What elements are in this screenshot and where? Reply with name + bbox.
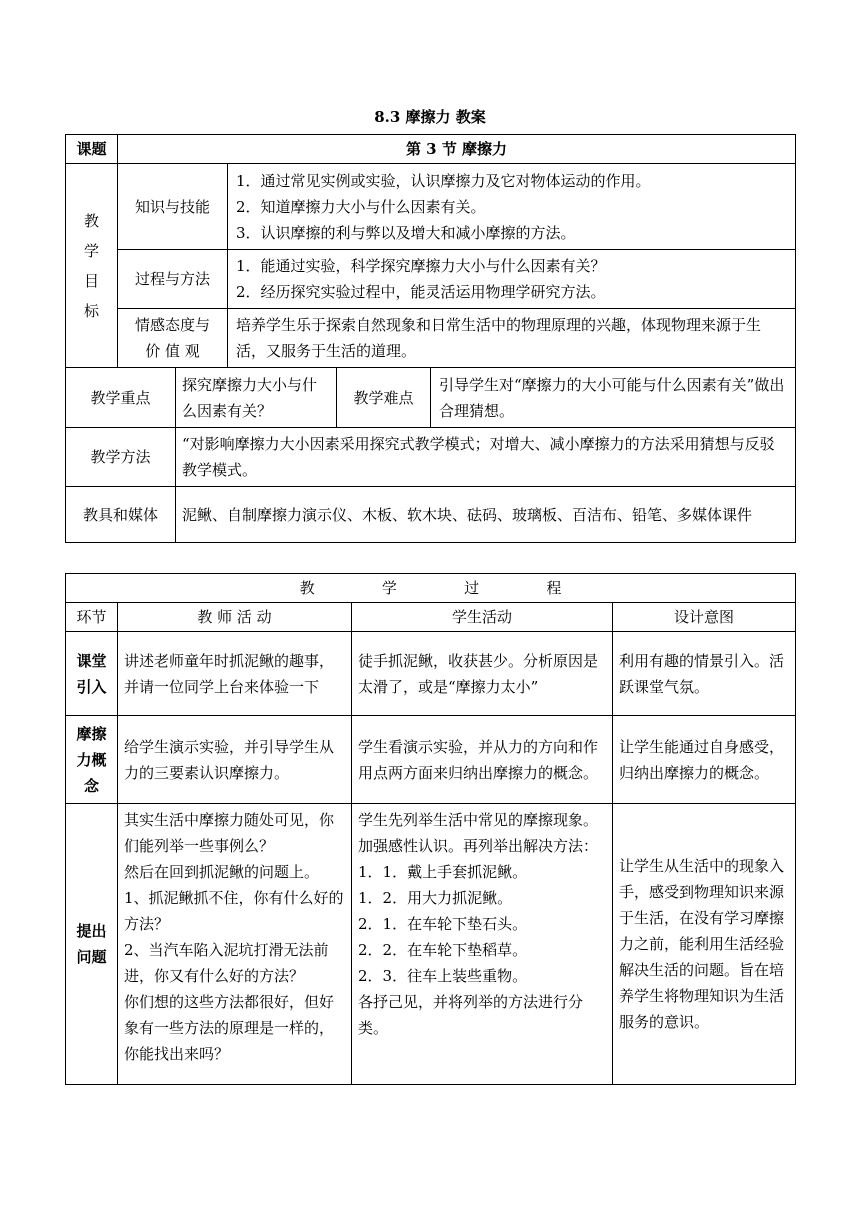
stage-cell: 提出 问题 bbox=[66, 804, 118, 1085]
teacher-activity: 讲述老师童年时抓泥鳅的趣事，并请一位同学上台来体验一下 bbox=[118, 632, 352, 716]
column-header-stage: 环节 bbox=[66, 603, 118, 632]
column-header-teacher: 教 师 活 动 bbox=[118, 603, 352, 632]
process-items: 1．能通过实验，科学探究摩擦力大小与什么因素有关？ 2．经历探究实验过程中，能灵活运用物理学研究方法。 bbox=[228, 250, 796, 309]
key-point-value: 探究摩擦力大小与什么因素有关？ bbox=[176, 368, 337, 428]
teacher-activity: 给学生演示实验，并引导学生从力的三要素认识摩擦力。 bbox=[118, 716, 352, 804]
tools-value: 泥鳅、自制摩擦力演示仪、木板、软木块、砝码、玻璃板、百洁布、铅笔、多媒体课件 bbox=[176, 487, 796, 543]
column-header-intent: 设计意图 bbox=[613, 603, 796, 632]
stage-cell: 摩擦 力概 念 bbox=[66, 716, 118, 804]
document-title: 8.3 摩擦力 教案 bbox=[374, 108, 486, 126]
student-activity: 徒手抓泥鳅，收获甚少。分析原因是太滑了，或是“摩擦力太小” bbox=[352, 632, 613, 716]
key-point-label: 教学重点 bbox=[66, 368, 176, 428]
method-value: “对影响摩擦力大小因素采用探究式教学模式；对增大、减小摩擦力的方法采用猜想与反驳教学模式。 bbox=[176, 428, 796, 487]
lesson-info-table bbox=[65, 134, 796, 543]
topic-value: 第 3 节 摩擦力 bbox=[118, 135, 796, 164]
process-label: 过程与方法 bbox=[118, 250, 228, 309]
stage-cell: 课堂 引入 bbox=[66, 632, 118, 716]
difficulty-label: 教学难点 bbox=[337, 368, 431, 428]
knowledge-items: 1．通过常见实例或实验，认识摩擦力及它对物体运动的作用。 2．知道摩擦力大小与什么因素有关。 3．认识摩擦的利与弊以及增大和减小摩擦的方法。 bbox=[228, 164, 796, 250]
method-label: 教学方法 bbox=[66, 428, 176, 487]
design-intent: 让学生从生活中的现象入手，感受到物理知识来源于生活，在没有学习摩擦力之前，能利用生活经验解决生活的问题。旨在培养学生将物理知识为生活服务的意识。 bbox=[613, 804, 796, 1085]
student-activity: 学生看演示实验，并从力的方向和作用点两方面来归纳出摩擦力的概念。 bbox=[352, 716, 613, 804]
tools-label: 教具和媒体 bbox=[66, 487, 176, 543]
student-activity: 学生先列举生活中常见的摩擦现象。加强感性认识。再列举出解决方法： 1．1．戴上手套抓泥鳅。 1．2．用大力抓泥鳅。 2．1．在车轮下垫石头。 2．2．在车轮下垫稻草。 2．3．往车上装些重物。 各抒己见，并将列举的方法进行分类。 bbox=[352, 804, 613, 1085]
emotion-label: 情感态度与 价 值 观 bbox=[118, 309, 228, 368]
teacher-activity: 其实生活中摩擦力随处可见，你们能列举一些事例么？ 然后在回到抓泥鳅的问题上。 1、抓泥鳅抓不住，你有什么好的方法？ 2、当汽车陷入泥坑打滑无法前进，你又有什么好的方法？ 你们想的这些方法都很好，但好象有一些方法的原理是一样的，你能找出来吗？ bbox=[118, 804, 352, 1085]
objectives-label: 教 学 目 标 bbox=[66, 164, 118, 368]
teaching-process-table bbox=[65, 573, 796, 1085]
table-row bbox=[66, 632, 796, 716]
design-intent: 利用有趣的情景引入。活跃课堂气氛。 bbox=[613, 632, 796, 716]
design-intent: 让学生能通过自身感受，归纳出摩擦力的概念。 bbox=[613, 716, 796, 804]
difficulty-value: 引导学生对“摩擦力的大小可能与什么因素有关”做出合理猜想。 bbox=[431, 368, 796, 428]
process-heading: 教 学 过 程 bbox=[66, 574, 796, 603]
table-row bbox=[66, 804, 796, 1085]
emotion-text: 培养学生乐于探索自然现象和日常生活中的物理原理的兴趣，体现物理来源于生活，又服务于生活的道理。 bbox=[228, 309, 796, 368]
knowledge-label: 知识与技能 bbox=[118, 164, 228, 250]
column-header-student: 学生活动 bbox=[352, 603, 613, 632]
topic-label: 课题 bbox=[66, 135, 118, 164]
table-row bbox=[66, 716, 796, 804]
